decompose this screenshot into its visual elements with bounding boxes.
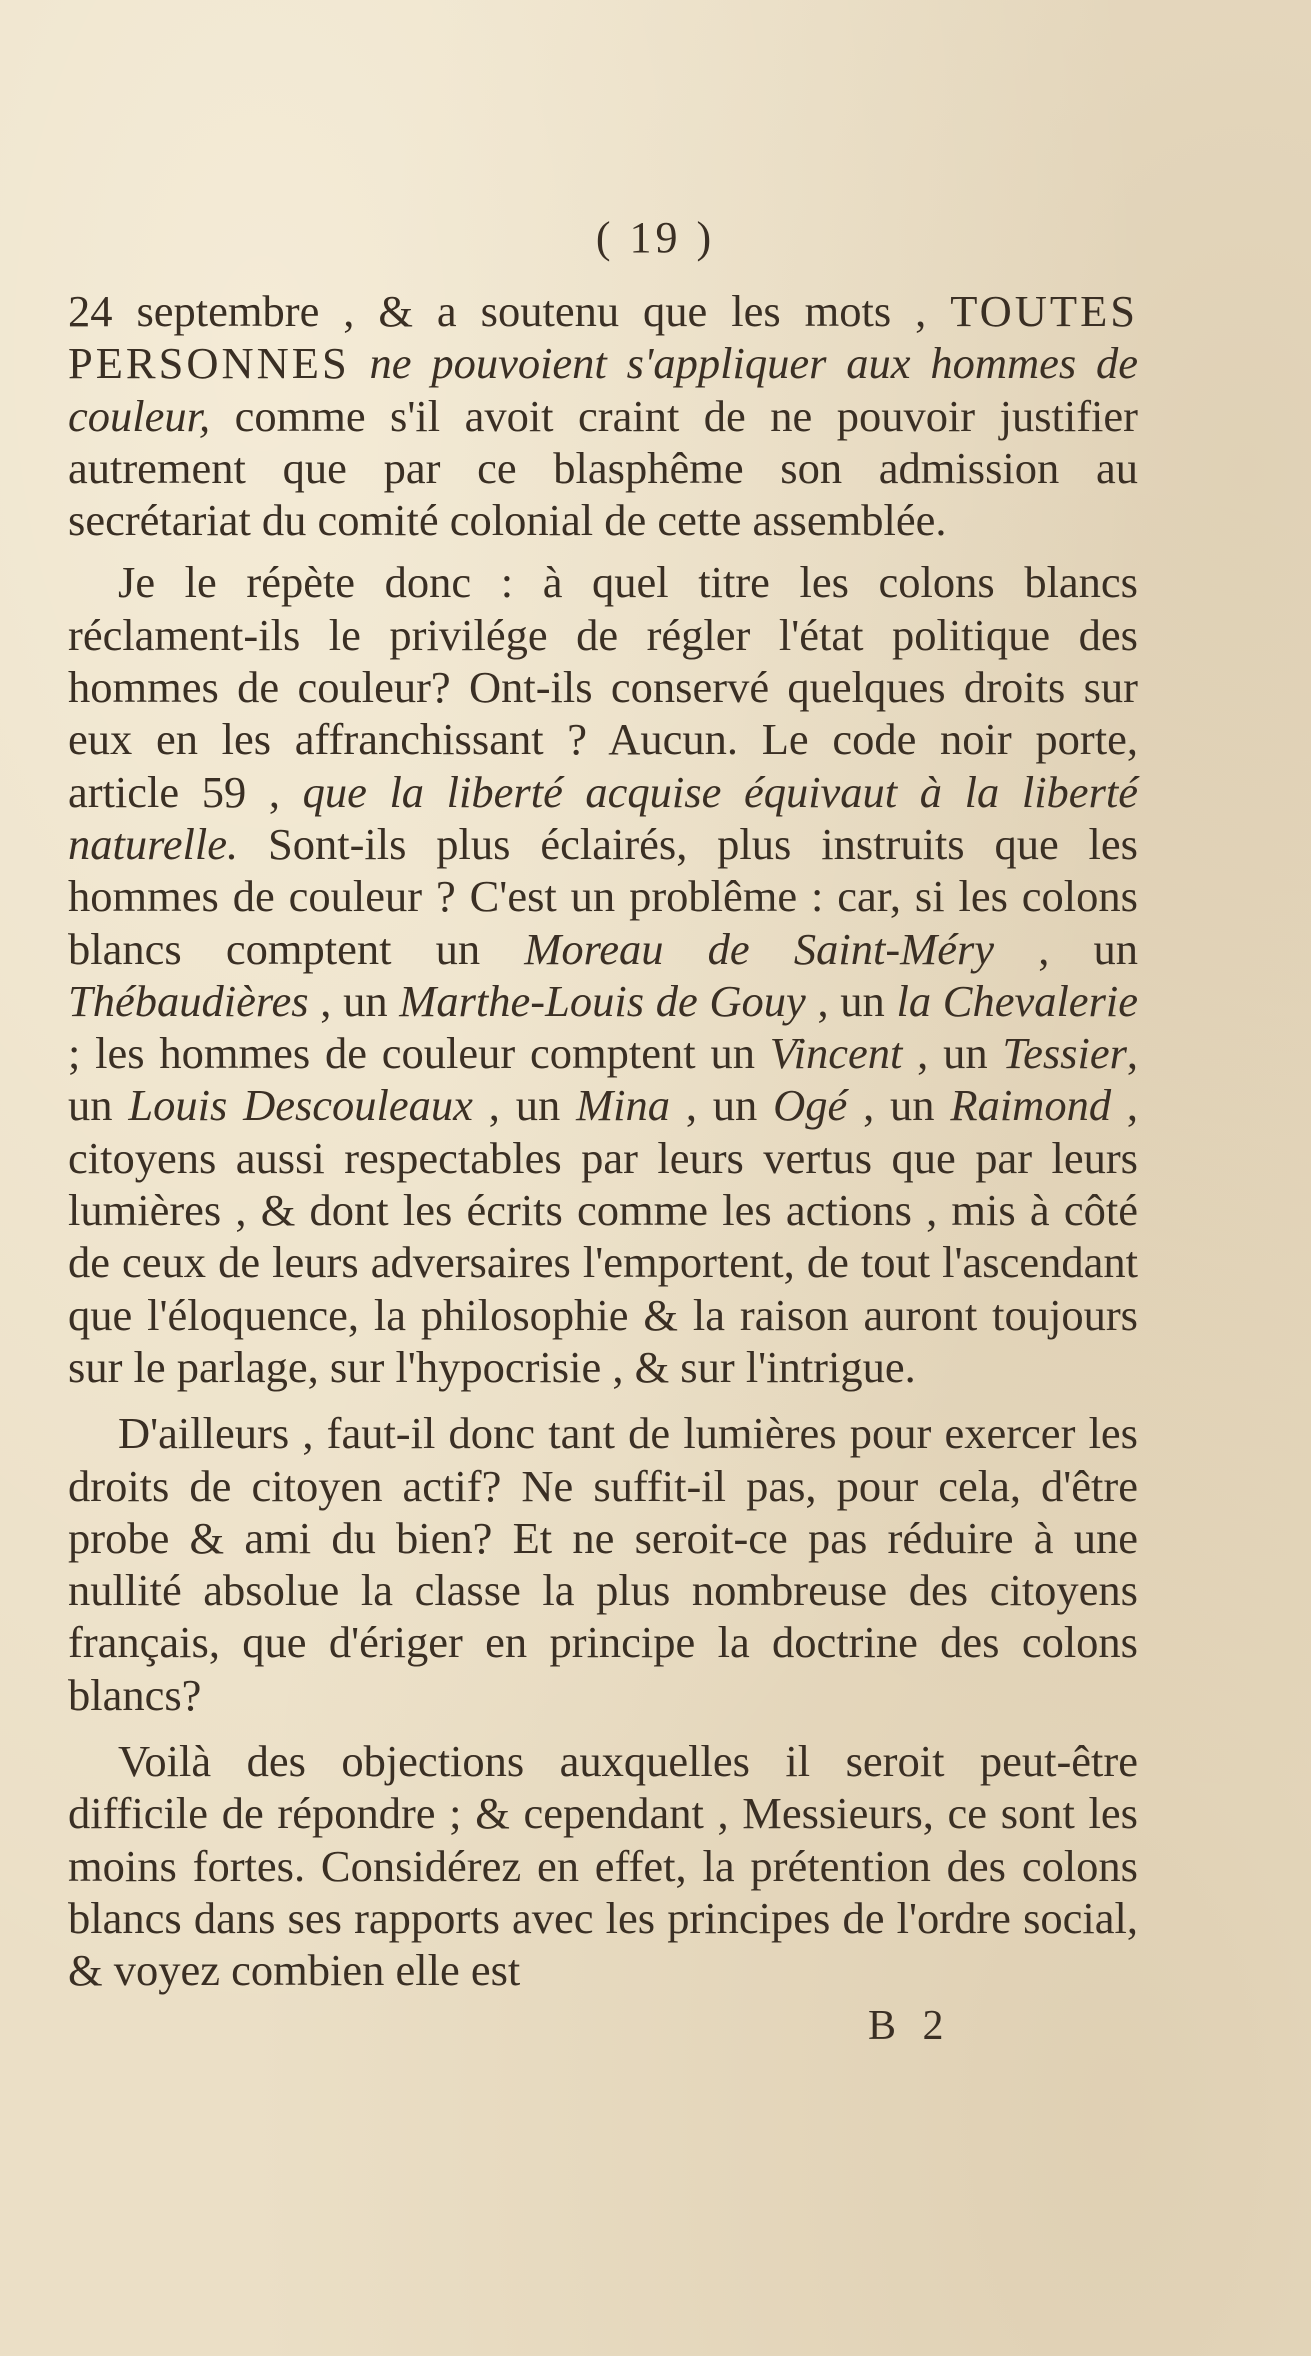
name-italic: Thébaudières	[68, 975, 309, 1026]
paragraph-1	[68, 285, 1138, 546]
para2-text: Sont-ils plus éclairés, plus instruits que les hommes de couleur ? C'est un problême : car, si les colons blancs comptent un	[68, 818, 1138, 974]
para2-text: ; les hommes de couleur comptent un	[68, 1028, 770, 1079]
para1-lead: 24 septembre , & a soutenu que les mots ,	[68, 286, 951, 336]
page-number: ( 19 )	[595, 213, 716, 262]
name-italic: Ogé	[773, 1080, 848, 1131]
signature-mark: B 2	[868, 2003, 952, 2049]
name-italic: Mina	[576, 1080, 670, 1131]
name-italic: Moreau de Saint-Méry	[524, 923, 995, 974]
para2-text: Je le répète donc : à quel titre les colons blancs réclament-ils le privilége de régler l'état politique des hommes de couleur? Ont-ils conservé quelques droits sur eux en les affranchissant ? Aucun. Le code noir porte, article 59 ,	[68, 557, 1138, 817]
body-text	[68, 285, 1138, 1997]
name-italic: Raimond	[950, 1080, 1112, 1131]
name-italic: Marthe-Louis de Gouy	[399, 975, 806, 1026]
para2-quote: que la liberté acquise équivaut à la liberté naturelle.	[68, 766, 1138, 869]
name-italic: Tessier	[1002, 1028, 1127, 1079]
paragraph-2	[68, 556, 1138, 1393]
name-italic: la Chevalerie	[896, 975, 1138, 1026]
para1-italic: ne pouvoient s'appliquer aux hommes de couleur,	[68, 338, 1138, 441]
para2-text: , un	[805, 975, 897, 1026]
paragraph-4: Voilà des objections auxquelles il seroit peut-être difficile de répondre ; & cependant , Messieurs, ce sont les moins fortes. Considérez en effet, la prétention des colons blancs dans ses rapports avec les principes de l'ordre social, & voyez combien elle est	[68, 1736, 1138, 1996]
para1-rest: comme s'il avoit craint de ne pouvoir justifier autrement que par ce blasphême son admission au secrétariat du comité colonial de cette assemblée.	[68, 390, 1138, 546]
para2-text: , un	[308, 975, 400, 1026]
name-italic: Vincent	[769, 1028, 903, 1079]
para2-text: , un	[847, 1080, 951, 1131]
paragraph-3: D'ailleurs , faut-il donc tant de lumières pour exercer les droits de citoyen actif? Ne suffit-il pas, pour cela, d'être probe & ami du bien? Et ne seroit-ce pas réduire à une nullité absolue la classe la plus nombreuse des citoyens français, que d'ériger en principe la doctrine des colons blancs?	[68, 1408, 1138, 1720]
para2-text: , un	[670, 1080, 774, 1131]
para2-text: , un	[472, 1080, 577, 1131]
para2-text: , citoyens aussi respectables par leurs vertus que par leurs lumières , & dont les écrits comme les actions , mis à côté de ceux de leurs adversaires l'emportent, de tout l'ascendant que l'éloquence, la philosophie & la raison auront toujours sur le parlage, sur l'hypocrisie , & sur l'intrigue.	[68, 1080, 1139, 1392]
para1-smallcaps: TOUTES PERSONNES	[68, 286, 1138, 389]
name-italic: Louis Descouleaux	[128, 1080, 473, 1131]
para2-text: , un	[994, 923, 1139, 974]
para2-text: , un	[902, 1028, 1003, 1079]
para2-text: , un	[68, 1028, 1139, 1131]
